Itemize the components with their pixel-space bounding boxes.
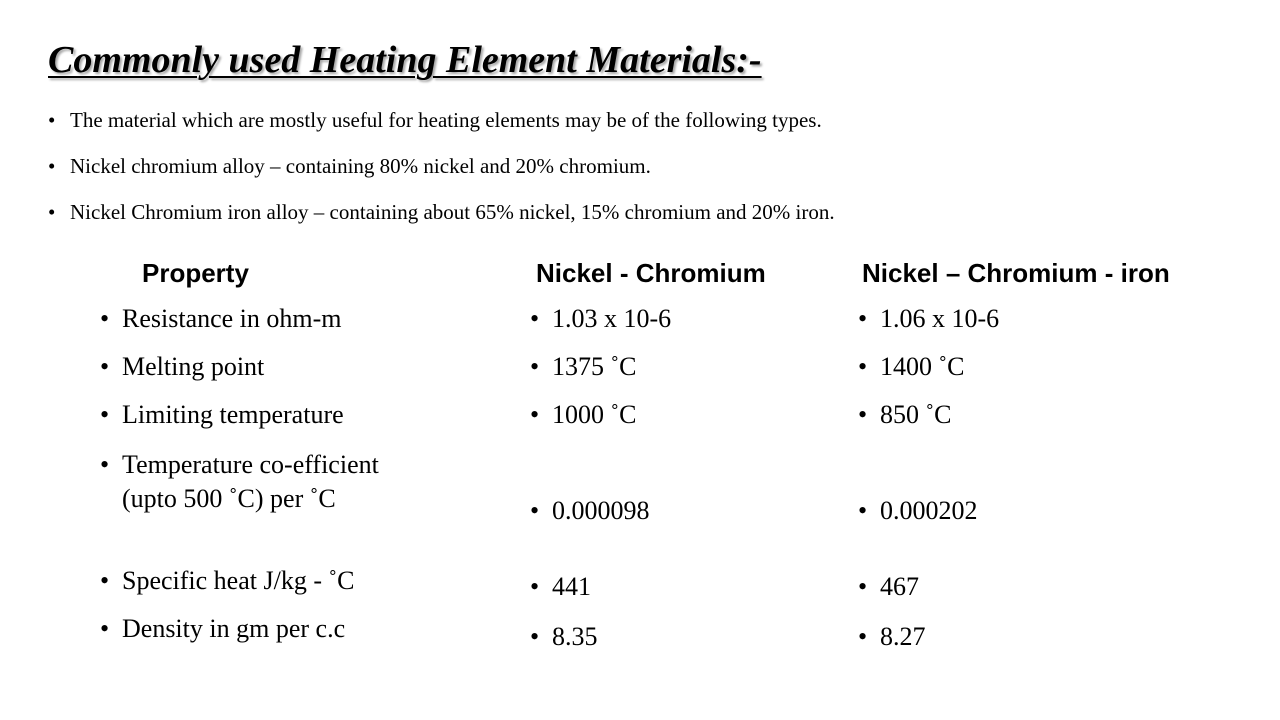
bullet-icon: • <box>100 614 110 643</box>
value-text: 0.000098 <box>552 496 650 525</box>
slide-title: Commonly used Heating Element Materials:- <box>48 39 762 81</box>
intro-item-text: Nickel chromium alloy – containing 80% nickel and 20% chromium. <box>70 154 651 178</box>
intro-item-text: The material which are mostly useful for heating elements may be of the following types. <box>70 108 822 132</box>
value-text: 467 <box>880 572 919 601</box>
value-item <box>530 398 637 432</box>
property-item <box>100 350 264 384</box>
bullet-icon: • <box>530 400 540 429</box>
value-item <box>530 620 598 654</box>
value-text: 1.03 x 10-6 <box>552 304 672 333</box>
property-text: Melting point <box>122 352 265 381</box>
value-text: 1.06 x 10-6 <box>880 304 1000 333</box>
value-text: 850 ˚C <box>880 400 952 429</box>
value-item <box>858 620 926 654</box>
header-nickel-chromium: Nickel - Chromium <box>536 258 766 288</box>
bullet-icon: • <box>530 304 540 333</box>
intro-item <box>48 198 1228 226</box>
value-item <box>858 494 978 528</box>
bullet-icon: • <box>858 572 868 601</box>
bullet-icon: • <box>858 304 868 333</box>
value-item <box>858 570 919 604</box>
bullet-icon: • <box>530 622 540 651</box>
value-text: 1375 ˚C <box>552 352 637 381</box>
property-item <box>100 398 344 432</box>
bullet-icon: • <box>48 154 56 178</box>
intro-list <box>48 106 1228 244</box>
property-item <box>100 448 422 516</box>
property-text: Density in gm per c.c <box>122 614 346 643</box>
value-text: 441 <box>552 572 591 601</box>
bullet-icon: • <box>100 304 110 333</box>
intro-item <box>48 106 1228 134</box>
value-item <box>858 302 999 336</box>
value-item <box>530 494 650 528</box>
bullet-icon: • <box>858 352 868 381</box>
property-item <box>100 612 345 646</box>
bullet-icon: • <box>48 108 56 132</box>
value-item <box>530 302 671 336</box>
value-item <box>530 570 591 604</box>
bullet-icon: • <box>530 352 540 381</box>
bullet-icon: • <box>858 496 868 525</box>
value-text: 0.000202 <box>880 496 978 525</box>
property-item <box>100 302 342 336</box>
intro-item <box>48 152 1228 180</box>
value-text: 8.27 <box>880 622 926 651</box>
header-nickel-chromium-iron: Nickel – Chromium - iron <box>862 258 1170 288</box>
value-text: 8.35 <box>552 622 598 651</box>
value-item <box>858 398 952 432</box>
bullet-icon: • <box>530 496 540 525</box>
bullet-icon: • <box>100 400 110 429</box>
property-text: Limiting temperature <box>122 400 344 429</box>
property-text: Resistance in ohm-m <box>122 304 342 333</box>
bullet-icon: • <box>100 566 110 595</box>
value-item <box>858 350 965 384</box>
bullet-icon: • <box>100 450 110 479</box>
bullet-icon: • <box>530 572 540 601</box>
property-text: Specific heat J/kg - ˚C <box>122 566 355 595</box>
bullet-icon: • <box>858 400 868 429</box>
intro-item-text: Nickel Chromium iron alloy – containing about 65% nickel, 15% chromium and 20% iron. <box>70 200 835 224</box>
bullet-icon: • <box>858 622 868 651</box>
value-text: 1000 ˚C <box>552 400 637 429</box>
value-item <box>530 350 637 384</box>
bullet-icon: • <box>48 200 56 224</box>
property-text: Temperature co-efficient (upto 500 ˚C) per ˚C <box>122 450 379 513</box>
header-property: Property <box>142 258 249 288</box>
bullet-icon: • <box>100 352 110 381</box>
property-item <box>100 564 355 598</box>
value-text: 1400 ˚C <box>880 352 965 381</box>
